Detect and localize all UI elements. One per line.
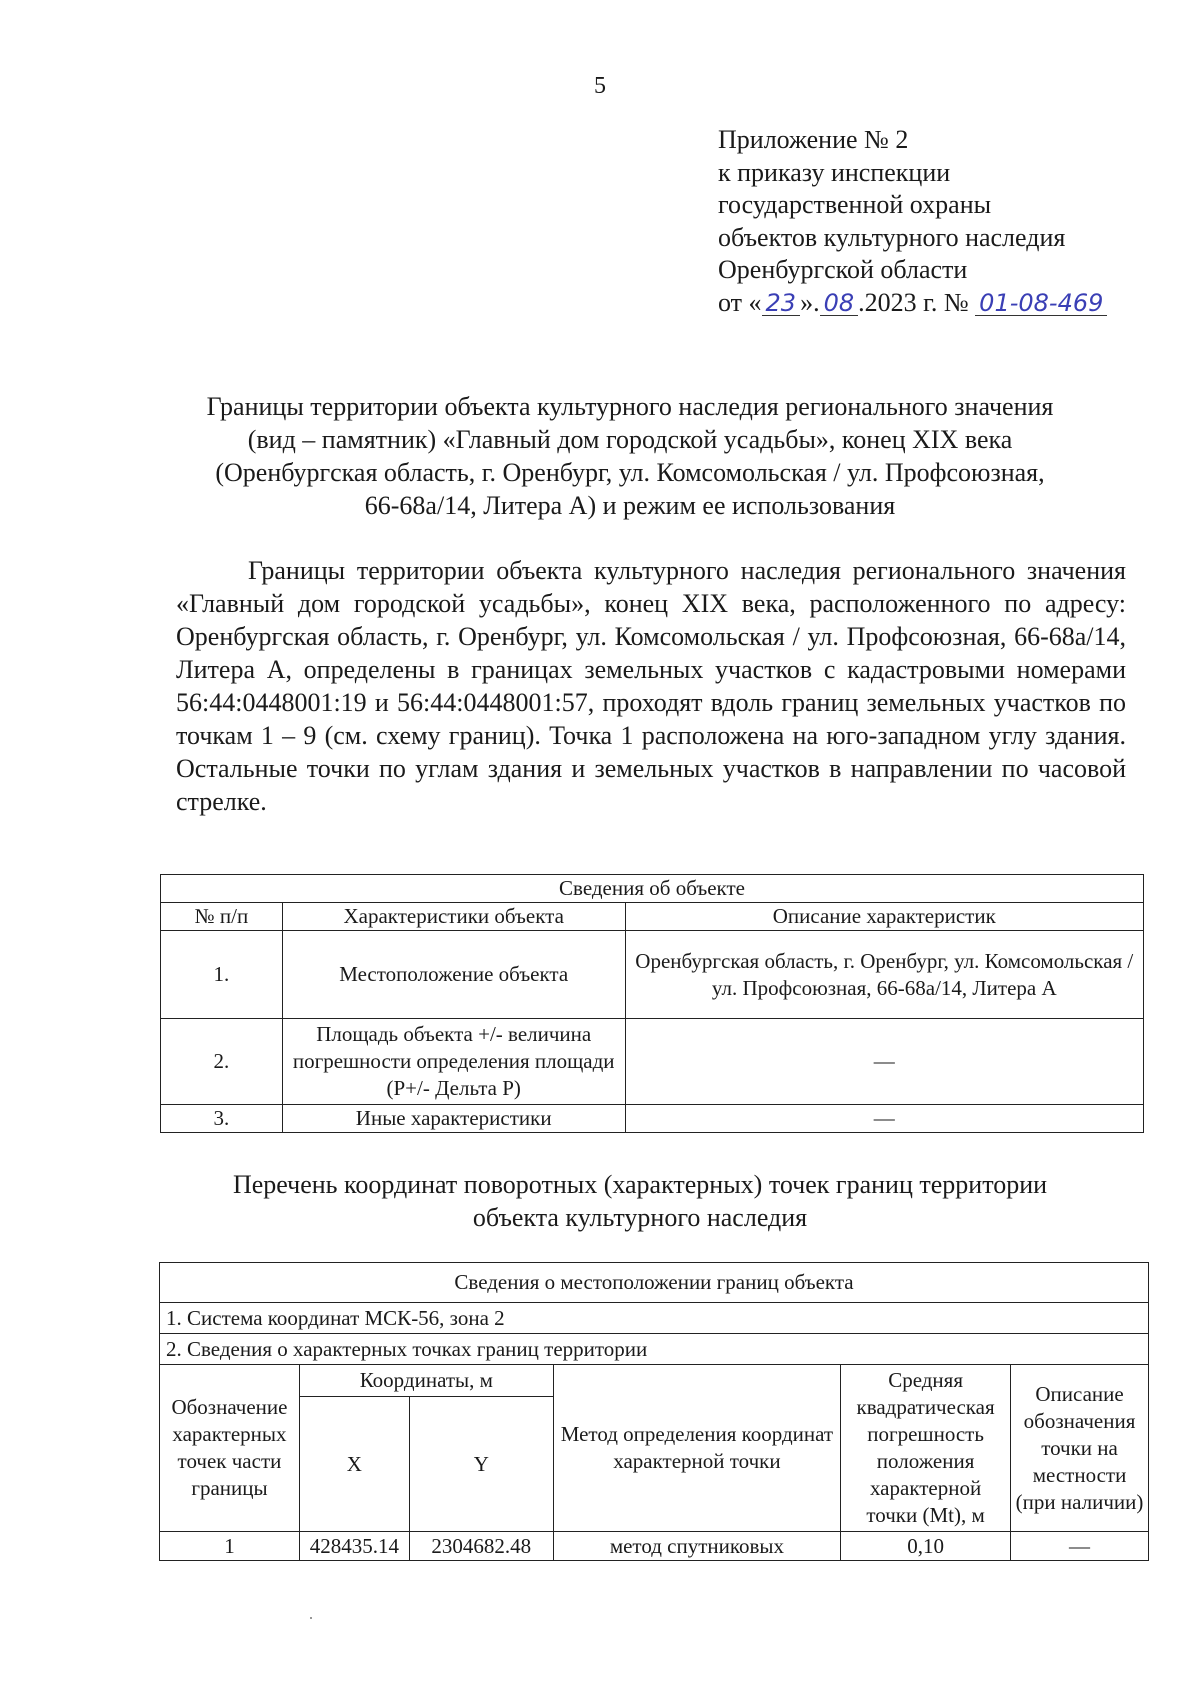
body-paragraph: Границы территории объекта культурного наследия регионального значения «Главный дом городской усадьбы», конец XIX века, расположенного по адресу: Оренбургская область, г. Оренбург, ул. Комсомольская / ул. Профсоюзная, 66-68а/14, Литера А, определены в границах земельных участков с кадастровыми номерами 56:44:0448001:19 и 56:44:0448001:57, проходят вдоль границ земельных участков по точкам 1 – 9 (см. схему границ). Точка 1 расположена на юго-западном углу здания. Остальные точки по углам здания и земельных участков в направлении по часовой стрелке. bbox=[176, 556, 1126, 816]
row-name: Площадь объекта +/- величина погрешности определения площади (Р+/- Дельта Р) bbox=[282, 1019, 625, 1105]
appendix-date-line bbox=[718, 287, 1107, 320]
row-y: 2304682.48 bbox=[409, 1532, 553, 1561]
appendix-line: Приложение № 2 bbox=[718, 125, 909, 154]
header-y: Y bbox=[409, 1397, 553, 1532]
appendix-line: Оренбургской области bbox=[718, 255, 968, 284]
appendix-line: к приказу инспекции bbox=[718, 157, 951, 187]
table-row bbox=[160, 1532, 1149, 1561]
table-row bbox=[161, 1105, 1144, 1133]
date-month-handwritten: 08 bbox=[820, 291, 859, 316]
object-table-caption: Сведения об объекте bbox=[161, 875, 1144, 903]
row-num: 2. bbox=[161, 1019, 283, 1105]
object-info-table bbox=[160, 874, 1144, 1133]
header-point: Обозначение характерных точек части границы bbox=[160, 1365, 300, 1532]
title-line: 66-68а/14, Литера А) и режим ее использования bbox=[364, 491, 896, 520]
row-num: 1. bbox=[161, 931, 283, 1019]
date-prefix: от « bbox=[718, 287, 762, 317]
header-description: Описание характеристик bbox=[625, 903, 1143, 931]
header-error: Средняя квадратическая погрешность положения характерной точки (Mt), м bbox=[841, 1365, 1011, 1532]
appendix-header bbox=[718, 124, 1107, 319]
row-point: 1 bbox=[160, 1532, 300, 1561]
header-method: Метод определения координат характерной точки bbox=[553, 1365, 840, 1532]
row-name: Местоположение объекта bbox=[282, 931, 625, 1019]
row-x: 428435.14 bbox=[299, 1532, 409, 1561]
row-desc: — bbox=[625, 1019, 1143, 1105]
title-line: (Оренбургская область, г. Оренбург, ул. Комсомольская / ул. Профсоюзная, bbox=[215, 458, 1045, 487]
header-coords: Координаты, м bbox=[299, 1365, 553, 1397]
appendix-line: государственной охраны bbox=[718, 190, 992, 219]
row-name: Иные характеристики bbox=[282, 1105, 625, 1133]
coords-table-caption: Сведения о местоположении границ объекта bbox=[160, 1263, 1149, 1303]
appendix-line: объектов культурного наследия bbox=[718, 222, 1066, 252]
scan-speck bbox=[310, 1617, 312, 1619]
coordinates-table bbox=[159, 1262, 1149, 1561]
title-line: (вид – памятник) «Главный дом городской усадьбы», конец XIX века bbox=[247, 425, 1013, 454]
table-row bbox=[161, 1019, 1144, 1105]
row-method: метод спутниковых bbox=[553, 1532, 840, 1561]
header-x: X bbox=[299, 1397, 409, 1532]
row-desc: — bbox=[1011, 1532, 1149, 1561]
row-num: 3. bbox=[161, 1105, 283, 1133]
header-characteristic: Характеристики объекта bbox=[282, 903, 625, 931]
header-num: № п/п bbox=[161, 903, 283, 931]
document-title bbox=[140, 390, 1120, 522]
row-desc: Оренбургская область, г. Оренбург, ул. Комсомольская / ул. Профсоюзная, 66-68а/14, Литера А bbox=[625, 931, 1143, 1019]
row-error: 0,10 bbox=[841, 1532, 1011, 1561]
coordinates-subtitle bbox=[140, 1168, 1140, 1234]
subtitle-line: объекта культурного наследия bbox=[472, 1203, 808, 1232]
date-day-handwritten: 23 bbox=[762, 291, 801, 316]
table-row bbox=[161, 931, 1144, 1019]
page-number: 5 bbox=[594, 73, 606, 99]
subtitle-line: Перечень координат поворотных (характерных) точек границ территории bbox=[232, 1170, 1048, 1199]
date-mid: ». bbox=[800, 287, 820, 317]
header-desc: Описание обозначения точки на местности (при наличии) bbox=[1011, 1365, 1149, 1532]
order-number-handwritten: 01-08-469 bbox=[975, 291, 1107, 316]
row-desc: — bbox=[625, 1105, 1143, 1133]
title-line: Границы территории объекта культурного наследия регионального значения bbox=[206, 392, 1054, 421]
date-suffix: .2023 г. № bbox=[858, 287, 976, 317]
coords-section: 2. Сведения о характерных точках границ территории bbox=[160, 1334, 1149, 1365]
coords-system: 1. Система координат МСК-56, зона 2 bbox=[160, 1303, 1149, 1334]
